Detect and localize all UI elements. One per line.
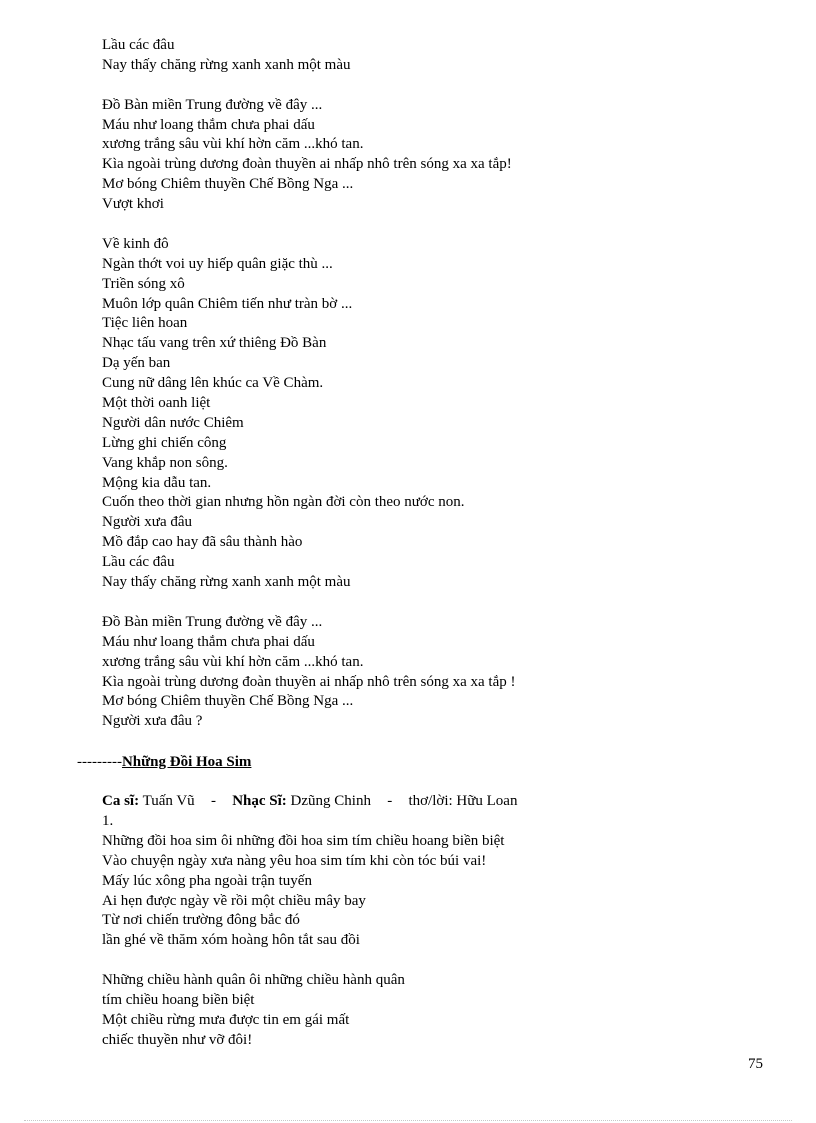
lyric-line: Ngàn thớt voi uy hiếp quân giặc thù ... (102, 255, 333, 272)
lyric-line: Những chiều hành quân ôi những chiều hành quân (102, 972, 405, 989)
lyric-line: Vượt khơi (102, 196, 164, 213)
lyric-line: Những đồi hoa sim ôi những đồi hoa sim tím chiều hoang biền biệt (102, 832, 505, 849)
stanza-break (102, 76, 742, 96)
stanza-break (102, 593, 742, 613)
lyric-line: Về kinh đô (102, 235, 169, 252)
stanza-break (102, 951, 742, 971)
lyric-line: Mồ đắp cao hay đã sâu thành hào (102, 534, 303, 551)
page-bottom-divider (24, 1120, 792, 1121)
credits-separator: - (210, 793, 216, 809)
lyric-line: Triền sóng xô (102, 275, 185, 292)
composer-name: Dzũng Chinh (290, 793, 371, 809)
lyric-line: Mấy lúc xông pha ngoài trận tuyến (102, 872, 312, 889)
composer-label: Nhạc Sĩ: (232, 793, 287, 809)
heading-dashes: --------- (77, 754, 122, 770)
song-lyrics-do-ban (102, 36, 742, 732)
song-credits (102, 792, 742, 812)
lyric-line: Máu như loang thắm chưa phai dấu (102, 633, 315, 650)
lyric-line: Đồ Bàn miền Trung đường về đây ... (102, 96, 323, 113)
lyric-line: Từ nơi chiến trường đông bắc đó (102, 912, 300, 929)
song-lyrics-nhung-doi-hoa-sim (102, 792, 742, 1051)
lyric-line: Cuốn theo thời gian nhưng hồn ngàn đời còn theo nước non. (102, 494, 465, 511)
lyric-line: Dạ yến ban (102, 355, 171, 372)
singer-label: Ca sĩ: (102, 793, 140, 809)
lyric-line: Mơ bóng Chiêm thuyền Chế Bồng Nga ... (102, 693, 354, 710)
lyric-line: Một chiều rừng mưa được tin em gái mất (102, 1011, 350, 1028)
lyric-line: Một thời oanh liệt (102, 395, 211, 412)
lyric-line: Muôn lớp quân Chiêm tiến như tràn bờ ... (102, 295, 353, 312)
lyric-line: lần ghé về thăm xóm hoàng hôn tắt sau đồi (102, 932, 360, 949)
lyric-line: Vào chuyện ngày xưa nàng yêu hoa sim tím khi còn tóc búi vai! (102, 852, 487, 869)
lyric-line: Nhạc tấu vang trên xứ thiêng Đồ Bàn (102, 335, 327, 352)
lyric-line: Lầu các đâu (102, 554, 175, 571)
lyric-line: Vang khắp non sông. (102, 454, 228, 471)
song-heading (77, 753, 251, 773)
page-number: 75 (748, 1056, 763, 1072)
song-title: Những Đồi Hoa Sim (121, 754, 252, 770)
lyric-line: Tiệc liên hoan (102, 315, 188, 332)
lyric-line: Lầu các đâu (102, 37, 175, 53)
singer-name: Tuấn Vũ (142, 793, 195, 809)
lyric-line: Nay thấy chăng rừng xanh xanh một màu (102, 574, 351, 591)
song2-verse (102, 812, 742, 1051)
lyric-line: chiếc thuyền như vỡ đôi! (102, 1031, 253, 1048)
lyric-line: Kìa ngoài trùng dương đoàn thuyền ai nhấp nhô trên sóng xa xa tắp ! (102, 673, 516, 690)
lyric-line: Đồ Bàn miền Trung đường về đây ... (102, 613, 323, 630)
lyric-line: xương trắng sâu vùi khí hờn căm ...khó tan. (102, 653, 364, 670)
lyric-line: Máu như loang thắm chưa phai dấu (102, 116, 315, 133)
lyric-line: Mộng kia dẫu tan. (102, 474, 212, 491)
lyric-line: Kìa ngoài trùng dương đoàn thuyền ai nhấp nhô trên sóng xa xa tắp! (102, 156, 512, 173)
lyricist-credit: thơ/lời: Hữu Loan (408, 793, 518, 809)
lyric-line: Người xưa đâu (102, 514, 193, 531)
lyric-line: tím chiều hoang biền biệt (102, 992, 255, 1009)
credits-separator: - (387, 793, 393, 809)
lyric-line: Người dân nước Chiêm (102, 414, 244, 431)
lyric-line: Mơ bóng Chiêm thuyền Chế Bồng Nga ... (102, 176, 354, 193)
lyric-line: xương trắng sâu vùi khí hờn căm ...khó tan. (102, 136, 364, 153)
lyric-line: Người xưa đâu ? (102, 713, 203, 730)
lyric-line: 1. (102, 813, 114, 829)
lyric-line: Cung nữ dâng lên khúc ca Về Chàm. (102, 375, 324, 392)
lyric-line: Lừng ghi chiến công (102, 434, 227, 451)
stanza-break (102, 215, 742, 235)
lyric-line: Ai hẹn được ngày về rồi một chiều mây bay (102, 892, 366, 909)
lyric-line: Nay thấy chăng rừng xanh xanh một màu (102, 56, 351, 73)
